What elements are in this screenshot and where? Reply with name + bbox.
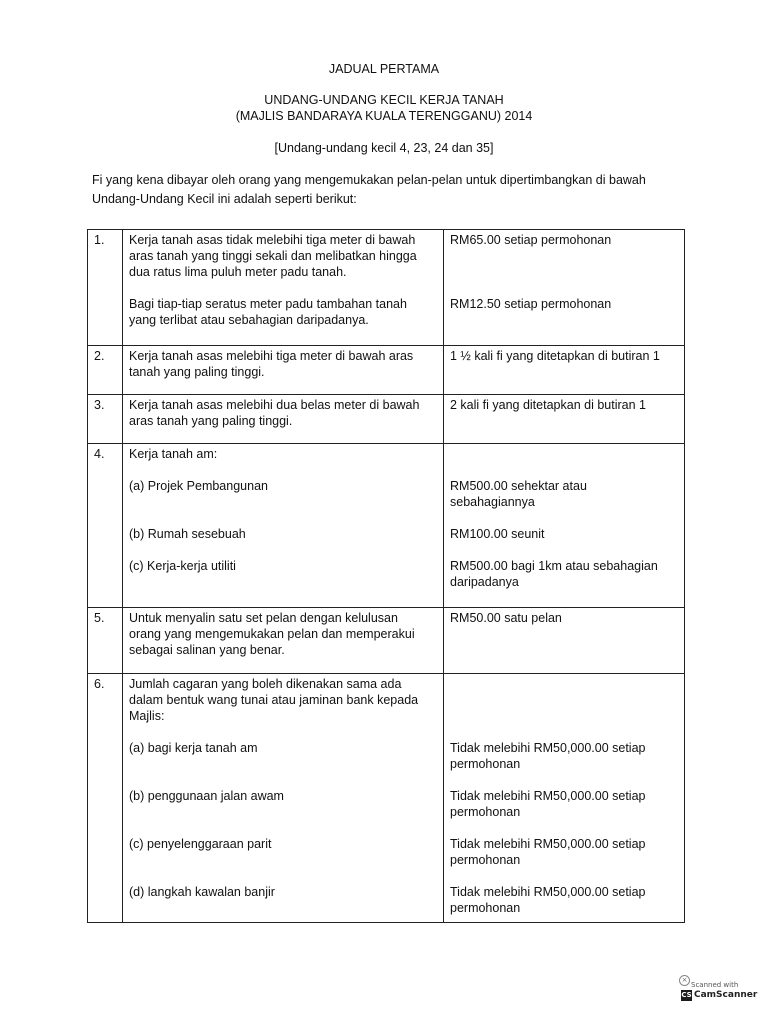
camscanner-logo-icon: CS	[681, 991, 692, 999]
watermark-brand: CamScanner	[694, 990, 758, 1000]
fee-line: daripadanya	[450, 575, 519, 589]
table-row	[88, 346, 685, 395]
fee-line: Tidak melebihi RM50,000.00 setiap	[450, 885, 646, 899]
desc-line: (b) penggunaan jalan awam	[129, 789, 284, 803]
desc-line: Kerja tanah asas tidak melebihi tiga meter di bawah	[129, 233, 416, 247]
row-fee: 2 kali fi yang ditetapkan di butiran 1	[444, 395, 685, 444]
row-description	[123, 674, 444, 923]
authority-title: (MAJLIS BANDARAYA KUALA TERENGGANU) 2014	[235, 109, 533, 123]
fee-line: Tidak melebihi RM50,000.00 setiap	[450, 837, 646, 851]
desc-line: (a) bagi kerja tanah am	[129, 741, 258, 755]
close-icon[interactable]: ×	[679, 975, 690, 986]
fee-table	[87, 229, 685, 923]
desc-line: orang yang mengemukakan pelan dan memperakui	[129, 627, 415, 641]
desc-line: Bagi tiap-tiap seratus meter padu tambahan tanah	[129, 297, 407, 311]
desc-line: sebagai salinan yang benar.	[129, 643, 285, 657]
row-fee: RM50.00 satu pelan	[444, 608, 685, 674]
desc-line: tanah yang paling tinggi.	[129, 365, 265, 379]
row-description	[123, 444, 444, 608]
row-description	[123, 230, 444, 346]
intro-line-2: Undang-Undang Kecil ini adalah seperti berikut:	[92, 192, 357, 206]
row-number: 3.	[88, 395, 123, 444]
desc-line: aras tanah yang tinggi sekali dan melibatkan hingga	[129, 249, 417, 263]
row-number: 1.	[88, 230, 123, 346]
fee-line: RM500.00 sehektar atau	[450, 479, 587, 493]
fee-line: RM500.00 bagi 1km atau sebahagian	[450, 559, 658, 573]
table-row	[88, 608, 685, 674]
desc-line: Majlis:	[129, 709, 165, 723]
row-fee: 1 ½ kali fi yang ditetapkan di butiran 1	[444, 346, 685, 395]
desc-line: (d) langkah kawalan banjir	[129, 885, 275, 899]
row-number: 5.	[88, 608, 123, 674]
desc-line: yang terlibat atau sebahagian daripadanya.	[129, 313, 369, 327]
row-number: 4.	[88, 444, 123, 608]
fee-line: permohonan	[450, 757, 521, 771]
fee-line: RM65.00 setiap permohonan	[450, 233, 612, 247]
fee-line: sebahagiannya	[450, 495, 535, 509]
desc-line: (c) Kerja-kerja utiliti	[129, 559, 236, 573]
table-row	[88, 395, 685, 444]
schedule-title: JADUAL PERTAMA	[328, 62, 440, 76]
desc-line: Jumlah cagaran yang boleh dikenakan sama ada	[129, 677, 402, 691]
fee-line: RM12.50 setiap permohonan	[450, 297, 612, 311]
table-row	[88, 444, 685, 608]
row-fee	[444, 444, 685, 608]
row-number: 6.	[88, 674, 123, 923]
intro-paragraph	[92, 171, 692, 209]
row-number: 2.	[88, 346, 123, 395]
table-row	[88, 230, 685, 346]
fee-line: RM100.00 seunit	[450, 527, 545, 541]
fee-line: permohonan	[450, 901, 521, 915]
row-fee	[444, 230, 685, 346]
desc-line: Kerja tanah am:	[129, 447, 218, 461]
bylaw-reference: [Undang-undang kecil 4, 23, 24 dan 35]	[274, 141, 494, 155]
row-description	[123, 395, 444, 444]
fee-line: Tidak melebihi RM50,000.00 setiap	[450, 789, 646, 803]
table-row	[88, 674, 685, 923]
watermark-caption: Scanned with	[691, 981, 739, 989]
desc-line: (c) penyelenggaraan parit	[129, 837, 272, 851]
desc-line: (a) Projek Pembangunan	[129, 479, 268, 493]
row-description	[123, 346, 444, 395]
desc-line: Kerja tanah asas melebihi tiga meter di bawah aras	[129, 349, 414, 363]
camscanner-watermark	[679, 975, 758, 1003]
desc-line: aras tanah yang paling tinggi.	[129, 414, 293, 428]
fee-line: Tidak melebihi RM50,000.00 setiap	[450, 741, 646, 755]
desc-line: Untuk menyalin satu set pelan dengan kelulusan	[129, 611, 398, 625]
row-fee	[444, 674, 685, 923]
intro-line-1: Fi yang kena dibayar oleh orang yang mengemukakan pelan-pelan untuk dipertimbangkan di bawah	[92, 173, 646, 187]
fee-line: permohonan	[450, 805, 521, 819]
desc-line: Kerja tanah asas melebihi dua belas meter di bawah	[129, 398, 420, 412]
row-description	[123, 608, 444, 674]
desc-line: dua ratus lima puluh meter padu tanah.	[129, 265, 347, 279]
bylaw-title: UNDANG-UNDANG KECIL KERJA TANAH	[264, 93, 504, 107]
desc-line: (b) Rumah sesebuah	[129, 527, 246, 541]
fee-line: permohonan	[450, 853, 521, 867]
desc-line: dalam bentuk wang tunai atau jaminan bank kepada	[129, 693, 419, 707]
